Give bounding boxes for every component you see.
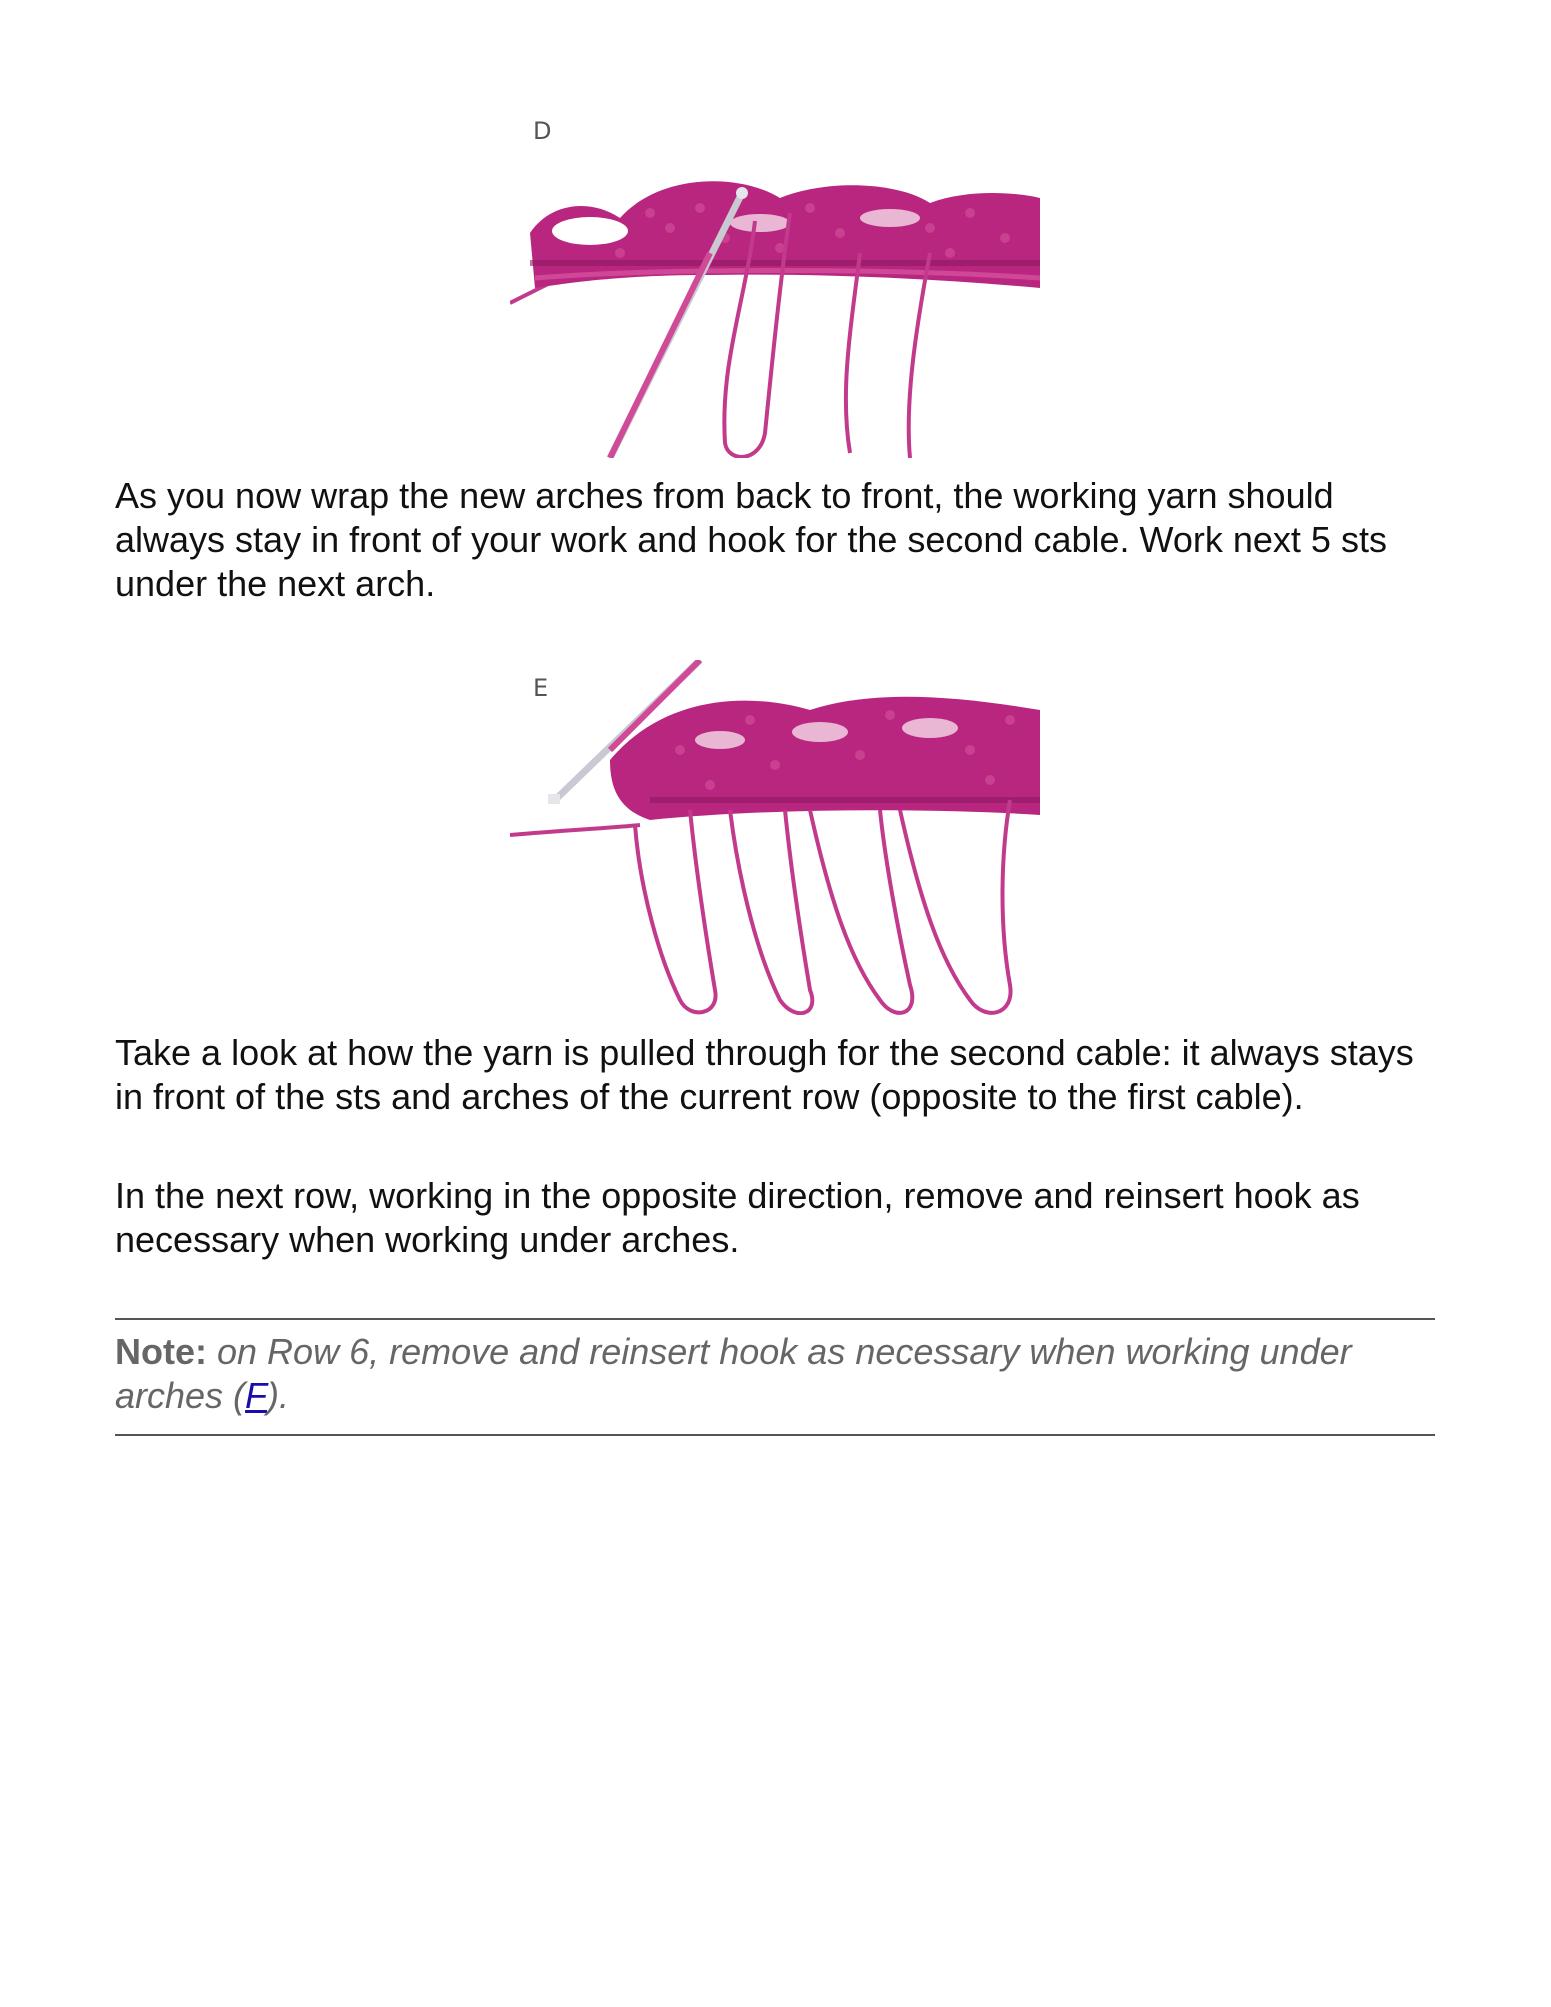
note-text: on Row 6, remove and reinsert hook as necessary when working under arches ( [115,1331,1352,1416]
photo-figure-d [510,103,1040,458]
photo-figure-e [510,660,1040,1015]
paragraph-instruction-3: In the next row, working in the opposite direction, remove and reinsert hook as necessary when working under arches. [115,1175,1360,1260]
note-divider-top [115,1318,1435,1320]
figure-label: E [533,674,549,702]
note-block [115,1330,1435,1418]
note-label: Note: [115,1331,207,1372]
figure-label: D [533,117,552,145]
crochet-cable-photo-icon [510,660,1040,1015]
figure-f-link[interactable]: F [245,1375,268,1416]
paragraph-instruction-1: As you now wrap the new arches from back to front, the working yarn should always stay in front of your work and hook for the second cable. Work next 5 sts under the next arch. [115,475,1387,604]
paragraph-instruction-2: Take a look at how the yarn is pulled through for the second cable: it always stays in front of the sts and arches of the current row (opposite to the first cable). [115,1032,1414,1117]
note-text-end: ). [267,1375,290,1416]
crochet-cable-photo-icon [510,103,1040,458]
note-divider-bottom [115,1434,1435,1436]
